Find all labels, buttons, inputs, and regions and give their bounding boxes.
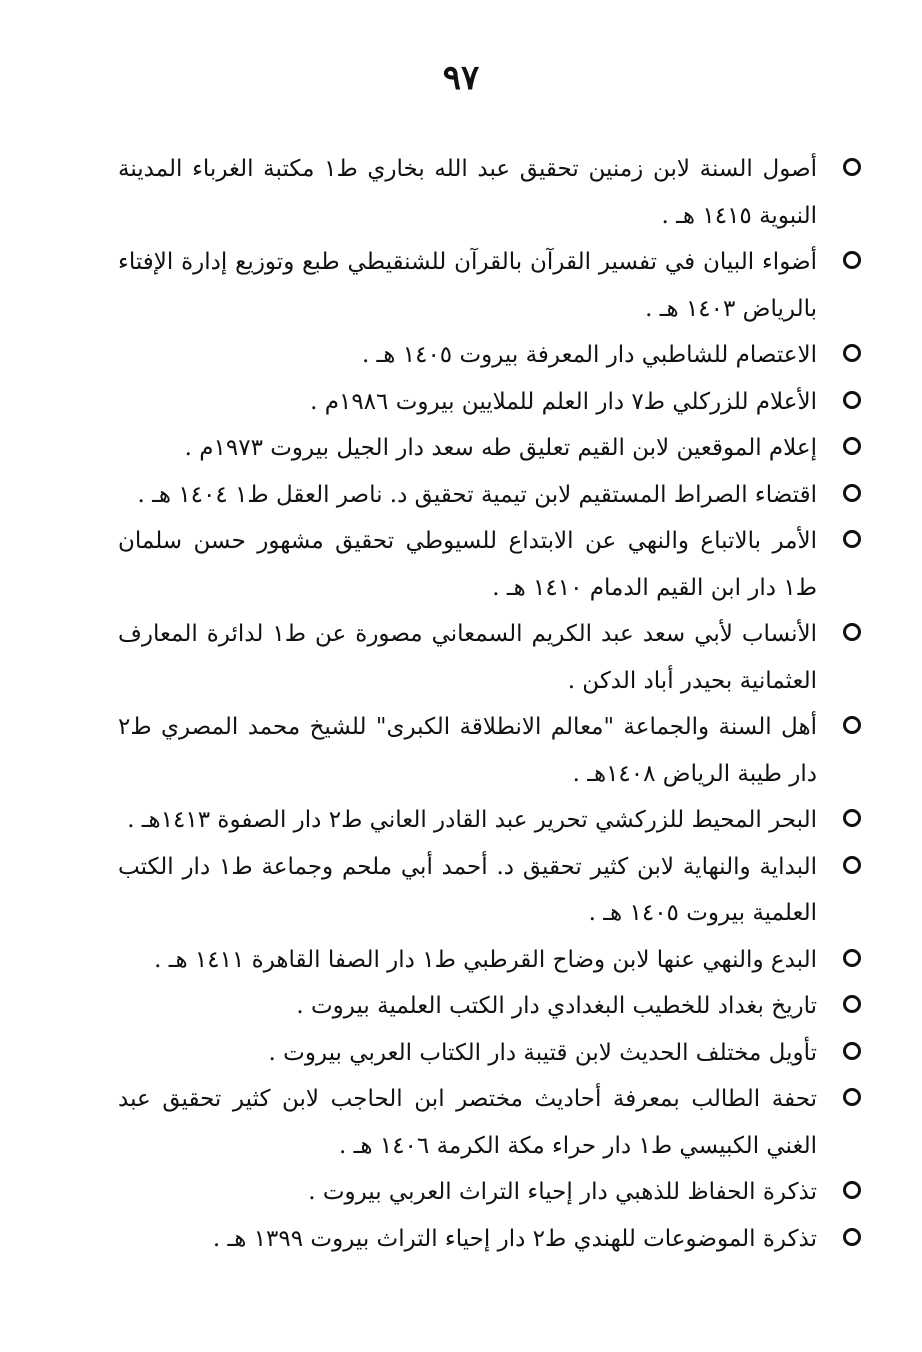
circle-bullet-icon [843,809,861,827]
reference-item [118,1030,863,1077]
circle-bullet-icon [843,1088,861,1106]
reference-text: الاعتصام للشاطبي دار المعرفة بيروت ١٤٠٥ هـ . [361,342,817,368]
reference-list [118,146,863,1262]
reference-item [118,611,863,704]
reference-item [118,1076,863,1169]
page-number: ٩٧ [442,58,480,98]
reference-text: إعلام الموقعين لابن القيم تعليق طه سعد دار الجيل بيروت ١٩٧٣م . [184,435,817,461]
reference-text: تاريخ بغداد للخطيب البغدادي دار الكتب العلمية بيروت . [296,993,817,1019]
circle-bullet-icon [843,1228,861,1246]
reference-item [118,983,863,1030]
reference-item [118,797,863,844]
circle-bullet-icon [843,437,861,455]
reference-text: البحر المحيط للزركشي تحرير عبد القادر العاني ط٢ دار الصفوة ١٤١٣هـ . [127,807,817,833]
reference-item [118,425,863,472]
reference-text: أصول السنة لابن زمنين تحقيق عبد الله بخاري ط١ مكتبة الغرباء المدينة النبوية ١٤١٥ هـ . [118,156,817,229]
reference-item [118,239,863,332]
reference-text: اقتضاء الصراط المستقيم لابن تيمية تحقيق د. ناصر العقل ط١ ١٤٠٤ هـ . [137,481,817,508]
reference-item [118,1169,863,1216]
reference-text: الأمر بالاتباع والنهي عن الابتداع للسيوطي تحقيق مشهور حسن سلمان ط١ دار ابن القيم الدمام ١٤١٠ هـ . [118,528,817,601]
circle-bullet-icon [843,1181,861,1199]
reference-item [118,332,863,379]
reference-item [118,379,863,426]
reference-text: أهل السنة والجماعة "معالم الانطلاقة الكبرى" للشيخ محمد المصري ط٢ دار طيبة الرياض ١٤٠٨هـ . [118,714,817,787]
circle-bullet-icon [843,251,861,269]
reference-text: البداية والنهاية لابن كثير تحقيق د. أحمد أبي ملحم وجماعة ط١ دار الكتب العلمية بيروت ١٤٠٥ هـ . [118,853,817,926]
circle-bullet-icon [843,856,861,874]
reference-item [118,937,863,984]
circle-bullet-icon [843,158,861,176]
reference-item [118,518,863,611]
circle-bullet-icon [843,623,861,641]
reference-text: تحفة الطالب بمعرفة أحاديث مختصر ابن الحاجب لابن كثير تحقيق عبد الغني الكبيسي ط١ دار حراء مكة الكرمة ١٤٠٦ هـ . [118,1086,817,1159]
circle-bullet-icon [843,995,861,1013]
circle-bullet-icon [843,344,861,362]
reference-text: البدع والنهي عنها لابن وضاح القرطبي ط١ دار الصفا القاهرة ١٤١١ هـ . [154,946,817,973]
reference-item [118,844,863,937]
circle-bullet-icon [843,1042,861,1060]
reference-item [118,704,863,797]
reference-text: تأويل مختلف الحديث لابن قتيبة دار الكتاب العربي بيروت . [268,1039,817,1066]
circle-bullet-icon [843,484,861,502]
reference-item [118,472,863,519]
circle-bullet-icon [843,716,861,734]
reference-item [118,1216,863,1263]
circle-bullet-icon [843,949,861,967]
reference-text: تذكرة الحفاظ للذهبي دار إحياء التراث العربي بيروت . [308,1179,817,1205]
circle-bullet-icon [843,391,861,409]
reference-text: تذكرة الموضوعات للهندي ط٢ دار إحياء التراث بيروت ١٣٩٩ هـ . [212,1225,817,1252]
reference-item [118,146,863,239]
circle-bullet-icon [843,530,861,548]
reference-text: أضواء البيان في تفسير القرآن بالقرآن للشنقيطي طبع وتوزيع إدارة الإفتاء بالرياض ١٤٠٣ هـ . [118,249,817,322]
reference-text: الأنساب لأبي سعد عبد الكريم السمعاني مصورة عن ط١ لدائرة المعارف العثمانية بحيدر أباد الدكن . [118,621,817,694]
reference-text: الأعلام للزركلي ط٧ دار العلم للملايين بيروت ١٩٨٦م . [310,388,817,415]
